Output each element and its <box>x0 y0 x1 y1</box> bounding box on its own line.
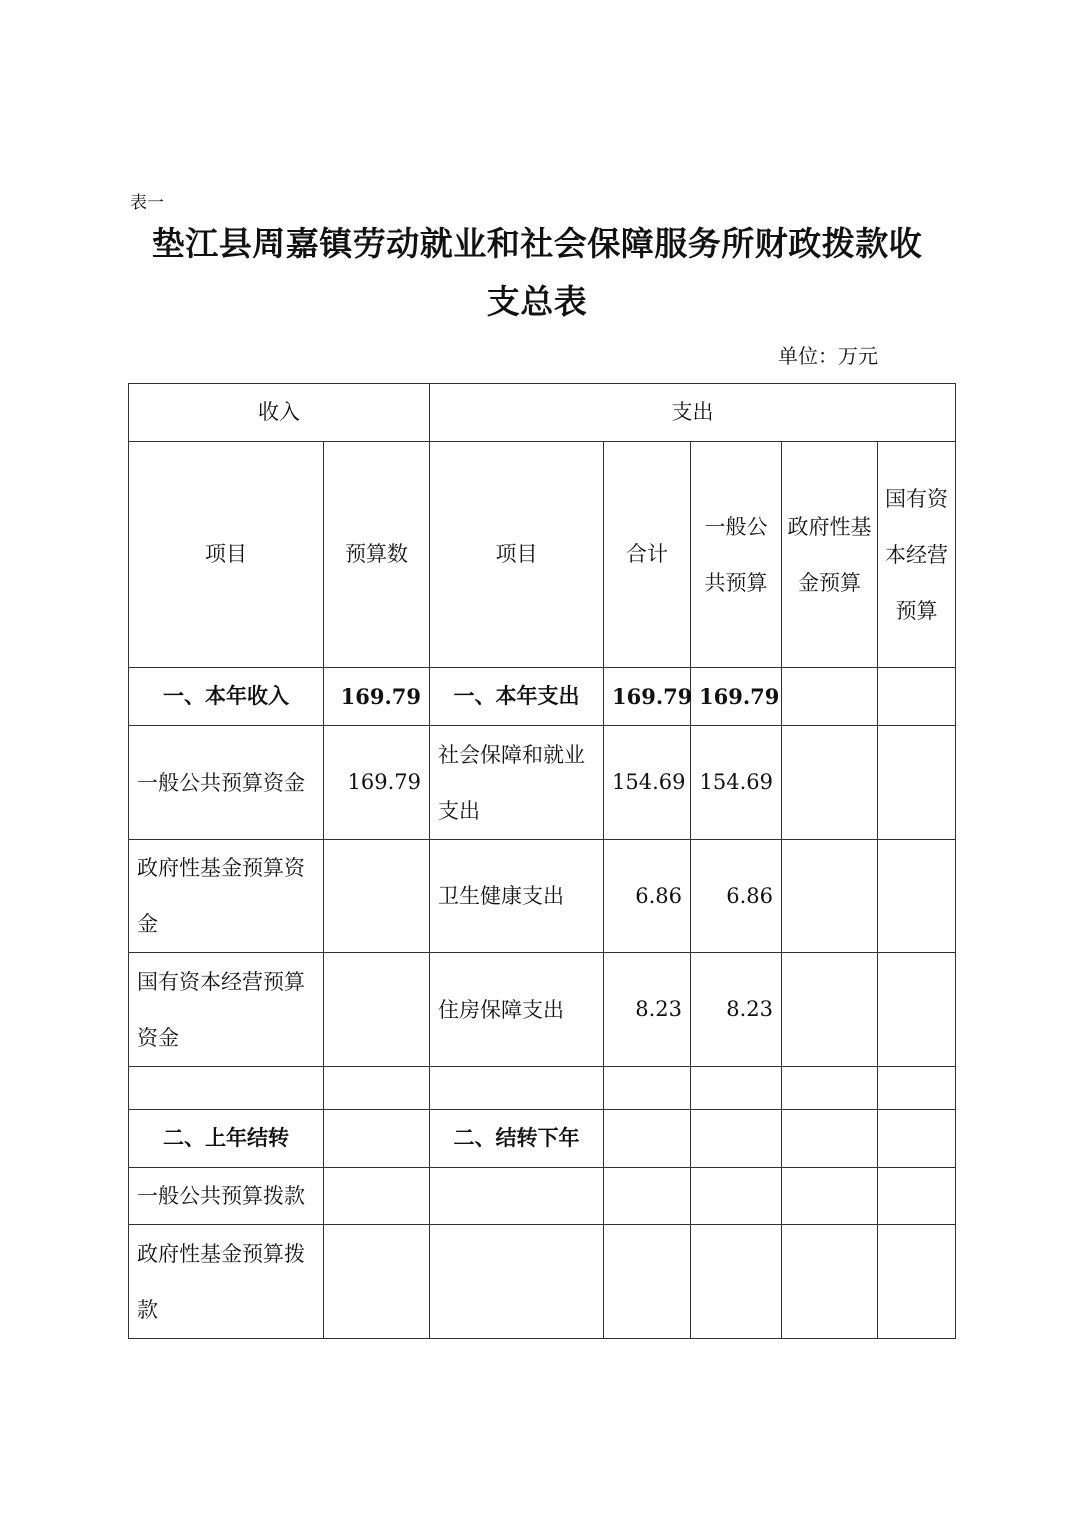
state-capital-cell <box>878 840 956 953</box>
general-public-cell: 154.69 <box>691 726 782 840</box>
unit-label: 单位：万元 <box>778 344 878 368</box>
budget-table <box>128 383 956 1339</box>
expense-item-cell: 卫生健康支出 <box>430 840 604 953</box>
general-public-cell <box>691 1110 782 1168</box>
general-public-cell <box>691 1067 782 1110</box>
income-item-cell: 一、本年收入 <box>129 668 324 726</box>
state-capital-cell <box>878 668 956 726</box>
income-amount-cell: 169.79 <box>324 668 430 726</box>
income-item-cell: 一般公共预算拨款 <box>129 1168 324 1225</box>
gov-fund-cell <box>782 1168 878 1225</box>
state-capital-cell <box>878 1168 956 1225</box>
expense-item-cell: 二、结转下年 <box>430 1110 604 1168</box>
col-state-capital: 国有资本经营预算 <box>878 442 956 668</box>
total-cell: 154.69 <box>604 726 691 840</box>
general-public-cell <box>691 1168 782 1225</box>
expense-group-header: 支出 <box>430 384 956 442</box>
expense-item-cell <box>430 1225 604 1339</box>
table-row <box>129 1110 956 1168</box>
gov-fund-cell <box>782 953 878 1067</box>
general-public-cell: 6.86 <box>691 840 782 953</box>
table-row <box>129 1168 956 1225</box>
state-capital-cell <box>878 1067 956 1110</box>
gov-fund-cell <box>782 1110 878 1168</box>
total-cell: 169.79 <box>604 668 691 726</box>
general-public-cell <box>691 1225 782 1339</box>
gov-fund-cell <box>782 840 878 953</box>
expense-item-cell: 住房保障支出 <box>430 953 604 1067</box>
column-header-row <box>129 442 956 668</box>
income-item-cell: 一般公共预算资金 <box>129 726 324 840</box>
total-cell: 6.86 <box>604 840 691 953</box>
expense-item-cell <box>430 1168 604 1225</box>
expense-item-cell: 一、本年支出 <box>430 668 604 726</box>
total-cell <box>604 1225 691 1339</box>
income-item-cell: 政府性基金预算拨款 <box>129 1225 324 1339</box>
table-row <box>129 668 956 726</box>
income-group-header: 收入 <box>129 384 430 442</box>
table-row <box>129 840 956 953</box>
income-item-cell: 国有资本经营预算资金 <box>129 953 324 1067</box>
general-public-cell: 8.23 <box>691 953 782 1067</box>
total-cell <box>604 1067 691 1110</box>
table-row <box>129 1067 956 1110</box>
income-amount-cell: 169.79 <box>324 726 430 840</box>
col-expense-item: 项目 <box>430 442 604 668</box>
page-title-line2: 支总表 <box>486 282 588 321</box>
page-title-line1: 垫江县周嘉镇劳动就业和社会保障服务所财政拨款收 <box>151 224 923 263</box>
table-row <box>129 726 956 840</box>
group-header-row <box>129 384 956 442</box>
total-cell <box>604 1168 691 1225</box>
table-tag: 表一 <box>130 193 164 213</box>
table-row <box>129 953 956 1067</box>
gov-fund-cell <box>782 726 878 840</box>
col-income-item: 项目 <box>129 442 324 668</box>
gov-fund-cell <box>782 668 878 726</box>
gov-fund-cell <box>782 1225 878 1339</box>
income-amount-cell <box>324 840 430 953</box>
expense-item-cell <box>430 1067 604 1110</box>
state-capital-cell <box>878 1225 956 1339</box>
income-item-cell: 政府性基金预算资金 <box>129 840 324 953</box>
state-capital-cell <box>878 726 956 840</box>
income-amount-cell <box>324 1067 430 1110</box>
income-amount-cell <box>324 1168 430 1225</box>
col-general-public: 一般公共预算 <box>691 442 782 668</box>
total-cell <box>604 1110 691 1168</box>
income-item-cell: 二、上年结转 <box>129 1110 324 1168</box>
col-income-budget: 预算数 <box>324 442 430 668</box>
state-capital-cell <box>878 1110 956 1168</box>
income-amount-cell <box>324 953 430 1067</box>
general-public-cell: 169.79 <box>691 668 782 726</box>
state-capital-cell <box>878 953 956 1067</box>
table-row <box>129 1225 956 1339</box>
total-cell: 8.23 <box>604 953 691 1067</box>
col-gov-fund: 政府性基金预算 <box>782 442 878 668</box>
expense-item-cell: 社会保障和就业支出 <box>430 726 604 840</box>
gov-fund-cell <box>782 1067 878 1110</box>
income-amount-cell <box>324 1225 430 1339</box>
income-item-cell <box>129 1067 324 1110</box>
col-total: 合计 <box>604 442 691 668</box>
income-amount-cell <box>324 1110 430 1168</box>
